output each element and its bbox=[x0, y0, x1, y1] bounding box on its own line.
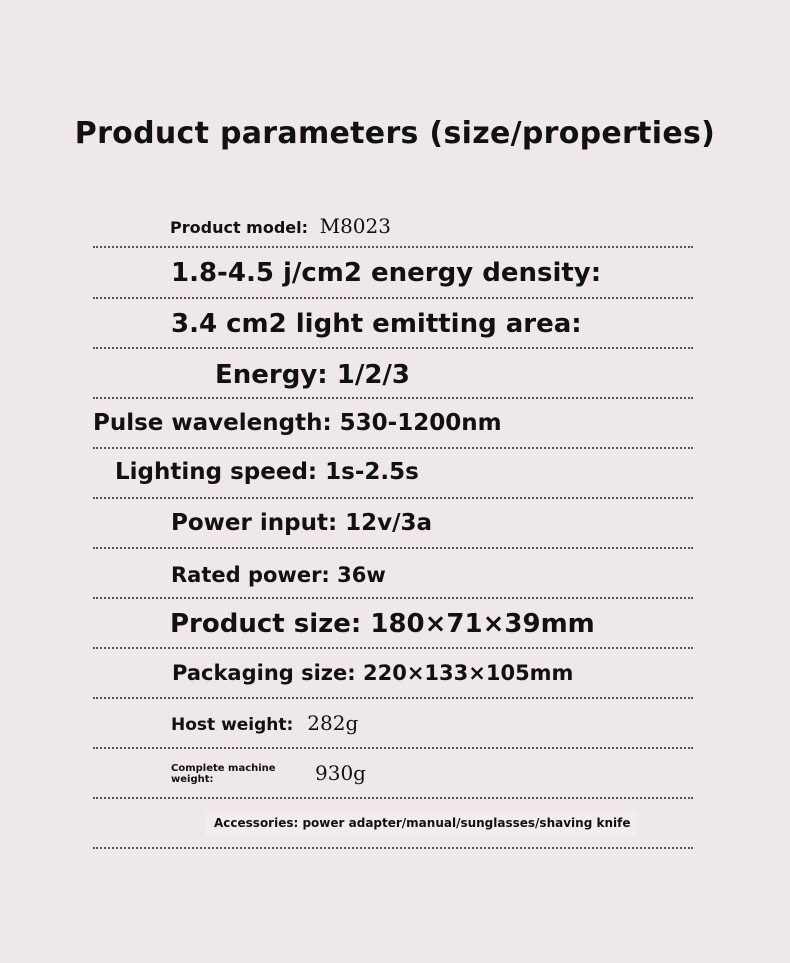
complete-weight-label bbox=[171, 763, 276, 785]
complete-weight-label-line1: Complete machine bbox=[171, 763, 276, 774]
lighting-speed-row: Lighting speed: 1s-2.5s bbox=[115, 459, 419, 485]
product-model-row bbox=[170, 214, 391, 238]
divider bbox=[93, 847, 693, 849]
divider bbox=[93, 547, 693, 549]
accessories-row: Accessories: power adapter/manual/sunglasses/shaving knife bbox=[214, 816, 631, 830]
divider bbox=[93, 747, 693, 749]
divider bbox=[93, 647, 693, 649]
rated-power-row: Rated power: 36w bbox=[171, 563, 386, 587]
host-weight-value: 282g bbox=[307, 711, 359, 735]
divider bbox=[93, 797, 693, 799]
energy-levels-row: Energy: 1/2/3 bbox=[215, 360, 410, 390]
energy-density-row: 1.8-4.5 j/cm2 energy density: bbox=[171, 258, 602, 288]
divider bbox=[93, 347, 693, 349]
product-model-label: Product model: bbox=[170, 218, 309, 237]
divider bbox=[93, 497, 693, 499]
divider bbox=[93, 697, 693, 699]
pulse-wavelength-row: Pulse wavelength: 530-1200nm bbox=[93, 410, 502, 436]
divider bbox=[93, 297, 693, 299]
divider bbox=[93, 397, 693, 399]
complete-weight-label-line2: weight: bbox=[171, 774, 214, 785]
divider bbox=[93, 447, 693, 449]
complete-weight-value: 930g bbox=[315, 761, 366, 785]
host-weight-row bbox=[171, 711, 358, 735]
product-model-value: M8023 bbox=[319, 214, 391, 238]
host-weight-label: Host weight: bbox=[171, 715, 294, 735]
power-input-row: Power input: 12v/3a bbox=[171, 510, 433, 536]
divider bbox=[93, 246, 693, 248]
packaging-size-row: Packaging size: 220×133×105mm bbox=[172, 661, 574, 685]
page-title: Product parameters (size/properties) bbox=[74, 116, 716, 151]
divider bbox=[93, 597, 693, 599]
emitting-area-row: 3.4 cm2 light emitting area: bbox=[171, 309, 582, 339]
product-size-row: Product size: 180×71×39mm bbox=[170, 609, 595, 639]
